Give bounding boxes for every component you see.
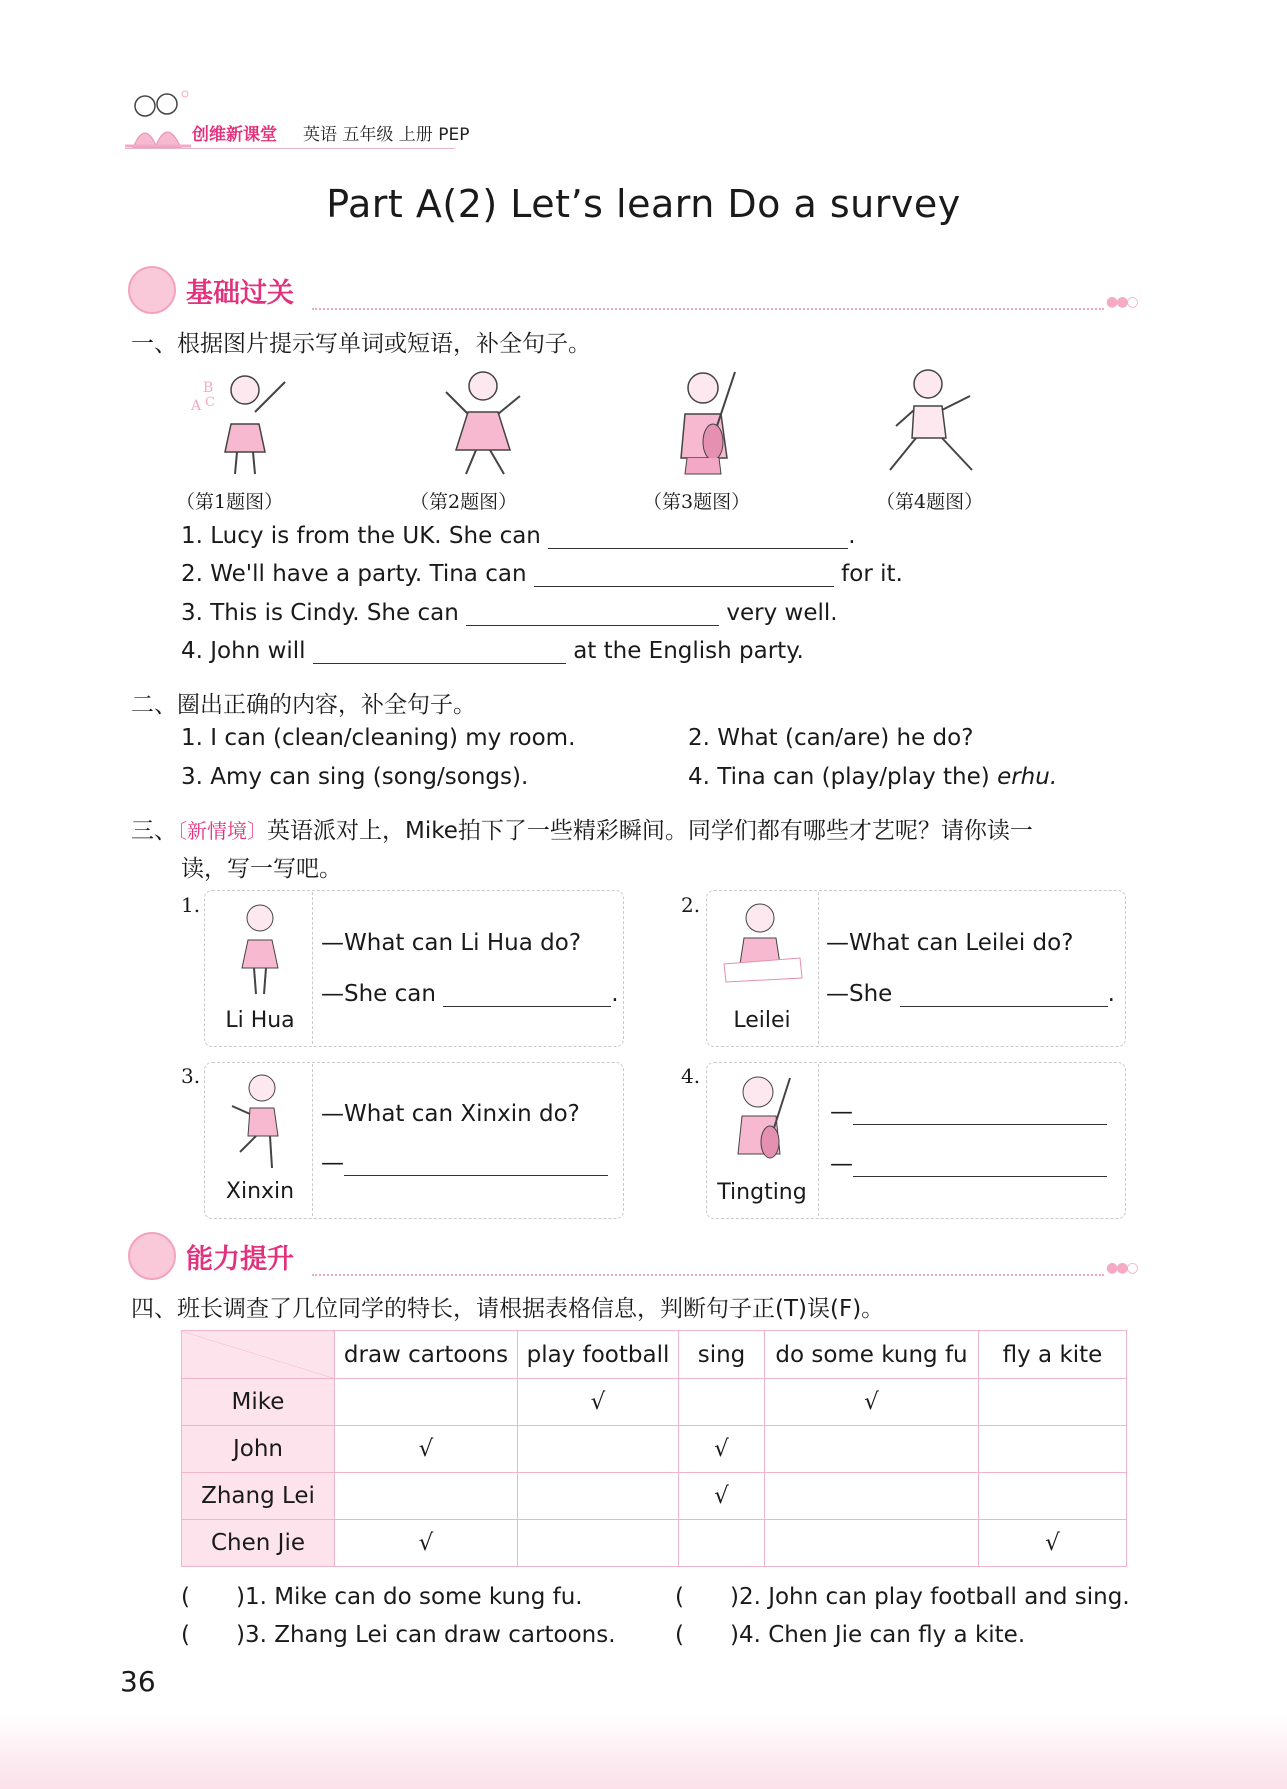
answer-blank[interactable] <box>853 1150 1107 1177</box>
check-cell <box>335 1379 518 1426</box>
q3-box-4-number: 4. <box>681 1064 701 1088</box>
judgement-1[interactable]: ( )1. Mike can do some kung fu. <box>181 1584 583 1610</box>
table-row <box>182 1473 1127 1520</box>
table-corner-cell <box>182 1331 335 1379</box>
row-name-cell: Chen Jie <box>182 1520 335 1567</box>
q3-prompt-line-1: 三、〔新情境〕英语派对上，Mike拍下了一些精彩瞬间。同学们都有哪些才艺呢？请你读一 <box>131 818 1033 844</box>
answer-blank[interactable] <box>313 637 566 664</box>
check-cell: √ <box>679 1426 765 1473</box>
q1-line-4: 4. John will at the English party. <box>181 638 804 664</box>
answer-blank[interactable] <box>853 1098 1107 1125</box>
check-cell <box>679 1520 765 1567</box>
picture-caption-3: （第3题图） <box>643 491 751 513</box>
svg-text:A: A <box>191 398 202 414</box>
check-cell: √ <box>979 1520 1127 1567</box>
page-number: 36 <box>120 1665 156 1698</box>
footer-gradient <box>0 1712 1287 1789</box>
judgement-2[interactable]: ( )2. John can play football and sing. <box>675 1584 1130 1610</box>
answer-blank[interactable] <box>466 599 719 626</box>
q1-line-1: 1. Lucy is from the UK. She can . <box>181 523 856 549</box>
q3-box-1-question: —What can Li Hua do? <box>321 930 582 956</box>
q3-box-3-answer: — <box>321 1149 608 1176</box>
row-name-cell: John <box>182 1426 335 1473</box>
check-cell <box>979 1379 1127 1426</box>
section-ability-icon <box>128 1232 176 1280</box>
svg-text:C: C <box>205 395 215 410</box>
section-basic-divider <box>312 308 1104 310</box>
table-row <box>182 1379 1127 1426</box>
judgement-3[interactable]: ( )3. Zhang Lei can draw cartoons. <box>181 1622 616 1648</box>
q3-box-1-name: Li Hua <box>225 1008 295 1033</box>
header-book-info: 英语 五年级 上册 PEP <box>303 125 470 145</box>
check-cell <box>979 1426 1127 1473</box>
q3-box-1-answer: —She can . <box>321 981 619 1007</box>
table-header-cell: play football <box>518 1331 679 1379</box>
answer-blank[interactable] <box>548 522 848 549</box>
row-name-cell: Mike <box>182 1379 335 1426</box>
q1-line-2: 2. We'll have a party. Tina can for it. <box>181 561 903 587</box>
table-header-cell: fly a kite <box>979 1331 1127 1379</box>
q3-box-3-name: Xinxin <box>225 1179 295 1204</box>
check-cell <box>679 1379 765 1426</box>
check-cell: √ <box>335 1520 518 1567</box>
check-cell: √ <box>518 1379 679 1426</box>
check-cell <box>765 1426 979 1473</box>
q3-box-2-question: —What can Leilei do? <box>826 930 1074 956</box>
q2-item-3: 3. Amy can sing (song/songs). <box>181 764 529 790</box>
check-cell <box>979 1473 1127 1520</box>
q3-box-3-number: 3. <box>181 1064 201 1088</box>
tingting-pipa-picture <box>724 1070 800 1174</box>
erhu-word: erhu. <box>997 764 1058 790</box>
svg-text:B: B <box>203 380 214 396</box>
q2-item-2: 2. What (can/are) he do? <box>688 725 974 751</box>
lihua-dancing-picture <box>228 898 292 998</box>
row-name-cell: Zhang Lei <box>182 1473 335 1520</box>
q3-box-2-name: Leilei <box>733 1008 791 1033</box>
section-basic-dots-icon: ●●○ <box>1106 294 1137 310</box>
header-brand: 创维新课堂 <box>192 125 277 145</box>
table-header-cell: draw cartoons <box>335 1331 518 1379</box>
page-title: Part A(2) Let’s learn Do a survey <box>326 182 961 226</box>
check-cell <box>518 1426 679 1473</box>
answer-blank[interactable] <box>443 980 611 1007</box>
q1-prompt: 一、根据图片提示写单词或短语，补全句子。 <box>131 331 591 357</box>
q3-box-2-answer: —She . <box>826 981 1115 1007</box>
check-cell <box>765 1473 979 1520</box>
answer-blank[interactable] <box>900 980 1108 1007</box>
judgement-4[interactable]: ( )4. Chen Jie can fly a kite. <box>675 1622 1026 1648</box>
header-logo-kids-icon <box>125 88 193 154</box>
new-context-tag: 〔新情境〕 <box>177 819 267 843</box>
section-ability-title: 能力提升 <box>186 1244 294 1275</box>
section-basic-title: 基础过关 <box>186 278 294 309</box>
table-header-cell: do some kung fu <box>765 1331 979 1379</box>
q1-line-3: 3. This is Cindy. She can very well. <box>181 600 838 626</box>
table-header-row <box>182 1331 1127 1379</box>
section-ability-divider <box>312 1274 1104 1276</box>
xinxin-kung-fu-picture <box>226 1068 296 1172</box>
check-cell: √ <box>335 1426 518 1473</box>
check-cell <box>518 1473 679 1520</box>
q4-prompt: 四、班长调查了几位同学的特长，请根据表格信息，判断句子正(T)误(F)。 <box>131 1296 885 1322</box>
q2-item-1: 1. I can (clean/cleaning) my room. <box>181 725 576 751</box>
check-cell: √ <box>679 1473 765 1520</box>
q2-prompt: 二、圈出正确的内容，补全句子。 <box>131 692 476 718</box>
q3-box-3-question: —What can Xinxin do? <box>321 1101 580 1127</box>
kung-fu-boy-picture <box>876 362 986 482</box>
leilei-drawing-picture <box>716 898 808 998</box>
table-header-cell: sing <box>679 1331 765 1379</box>
check-cell <box>518 1520 679 1567</box>
section-ability-dots-icon: ●●○ <box>1106 1260 1137 1276</box>
picture-caption-2: （第2题图） <box>410 491 518 513</box>
q3-box-1-number: 1. <box>181 893 201 917</box>
dancing-girl-picture <box>428 362 538 482</box>
pipa-girl-picture <box>655 362 765 482</box>
q3-prompt-line-2: 读，写一写吧。 <box>181 856 342 882</box>
picture-caption-4: （第4题图） <box>876 491 984 513</box>
answer-blank[interactable] <box>534 560 834 587</box>
q2-item-4: 4. Tina can (play/play the) erhu. <box>688 764 1058 790</box>
check-cell <box>335 1473 518 1520</box>
table-row <box>182 1426 1127 1473</box>
q3-box-4-answer: — <box>830 1150 1107 1177</box>
survey-table <box>181 1330 1127 1567</box>
answer-blank[interactable] <box>344 1149 608 1176</box>
table-row <box>182 1520 1127 1567</box>
section-basic-icon <box>128 266 176 314</box>
check-cell <box>765 1520 979 1567</box>
q3-box-4-name: Tingting <box>717 1180 807 1205</box>
q3-box-4-question: — <box>830 1098 1107 1125</box>
picture-caption-1: （第1题图） <box>176 491 284 513</box>
violin-girl-picture <box>185 362 295 482</box>
header-divider <box>125 148 455 149</box>
check-cell: √ <box>765 1379 979 1426</box>
q3-box-2-number: 2. <box>681 893 701 917</box>
